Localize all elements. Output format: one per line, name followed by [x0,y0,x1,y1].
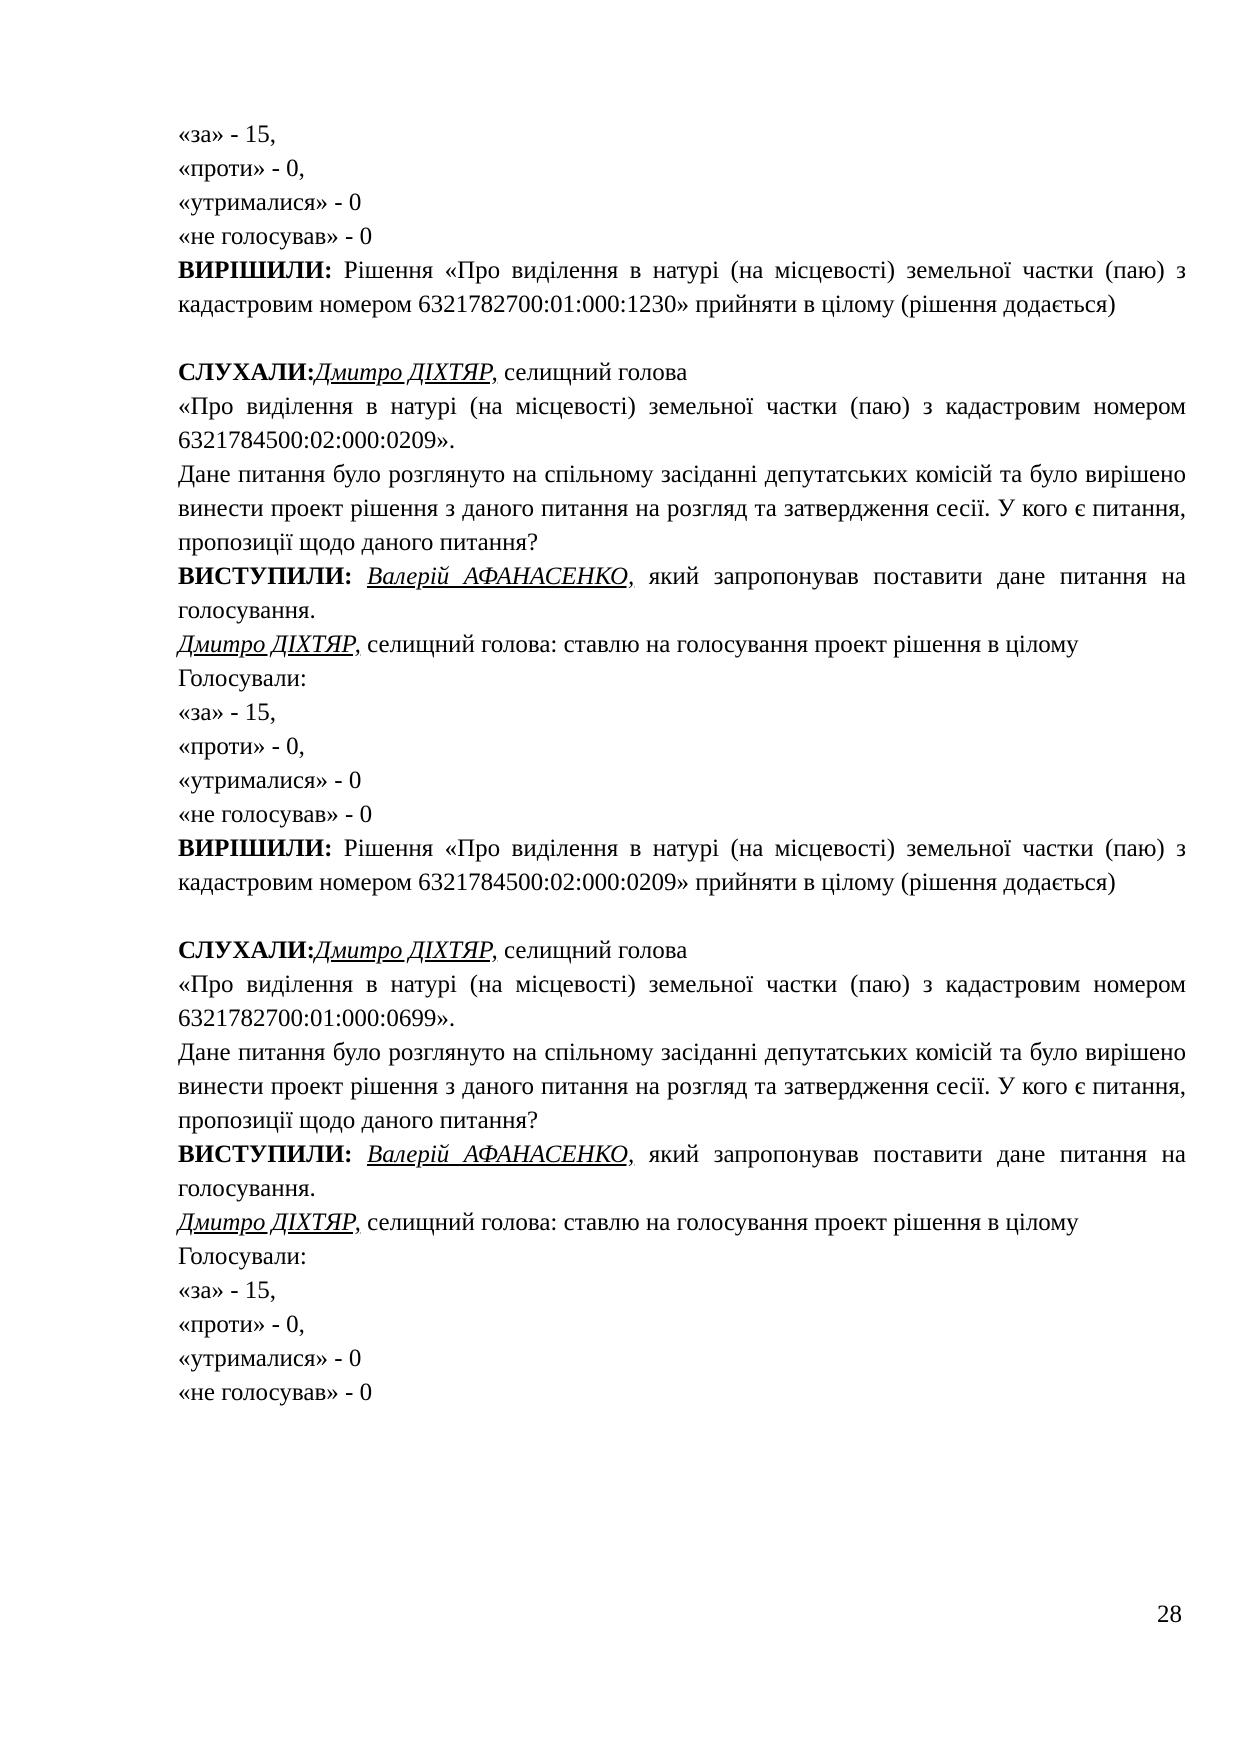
discussion-paragraph: Дане питання було розглянуто на спільному засіданні депутатських комісій та було вирішено винести проект рішення з даного питання на розгляд та затвердження сесії. У кого є питання, пропозиції щодо даного питання? [178,461,1186,556]
spoke-paragraph [178,1138,1186,1206]
heard-line [178,934,1186,968]
decision-paragraph [178,832,1186,900]
chair-paragraph [178,628,1186,662]
spacer [178,322,1186,356]
heard-person: Дмитро ДІХТЯР, [314,937,498,964]
vote-ne-holosuvav: «не голосував» - 0 [178,1379,373,1406]
spoke-text: який запропонував поставити дане питання на голосування. [178,563,1187,624]
heard-role: селищний голова [497,359,688,386]
vote-utrymalysia: «утрималися» - 0 [178,1345,362,1372]
chair-person: Дмитро ДІХТЯР, [178,631,361,658]
chair-person: Дмитро ДІХТЯР, [178,1209,361,1236]
discussion-paragraph: Дане питання було розглянуто на спільному засіданні депутатських комісій та було вирішено винести проект рішення з даного питання на розгляд та затвердження сесії. У кого є питання, пропозиції щодо даного питання? [178,1039,1186,1134]
vote-utrymalysia: «утрималися» - 0 [178,767,362,794]
spoke-person: Валерій АФАНАСЕНКО, [366,1141,635,1168]
heard-role: селищний голова [497,937,688,964]
voted-label: Голосували: [178,665,307,692]
spoke-person: Валерій АФАНАСЕНКО, [366,563,635,590]
vote-proty: «проти» - 0, [178,1311,305,1338]
vote-utrymalysia: «утрималися» - 0 [178,189,362,216]
spoke-label: ВИСТУПИЛИ: [178,563,353,590]
vote-ne-holosuvav: «не голосував» - 0 [178,223,373,250]
heard-line [178,356,1186,390]
heard-label: СЛУХАЛИ: [178,359,315,386]
voted-label: Голосували: [178,1243,307,1270]
chair-text: селищний голова: ставлю на голосування проект рішення в цілому [360,1209,1079,1236]
decision-label: ВИРІШИЛИ: [178,257,333,284]
chair-paragraph [178,1206,1186,1240]
decision-paragraph [178,254,1186,322]
topic-paragraph: «Про виділення в натурі (на місцевості) земельної частки (паю) з кадастровим номером 6321784500:02:000:0209». [178,393,1186,454]
chair-text: селищний голова: ставлю на голосування проект рішення в цілому [360,631,1079,658]
topic-paragraph: «Про виділення в натурі (на місцевості) земельної частки (паю) з кадастровим номером 6321782700:01:000:0699». [178,971,1186,1032]
decision-text: Рішення «Про виділення в натурі (на місцевості) земельної частки (паю) з кадастровим номером 6321784500:02:000:0209» прийняти в цілому (рішення додається) [178,835,1186,896]
vote-za: «за» - 15, [178,1277,277,1304]
decision-text: Рішення «Про виділення в натурі (на місцевості) земельної частки (паю) з кадастровим номером 6321782700:01:000:1230» прийняти в цілому (рішення додається) [178,257,1186,318]
heard-label: СЛУХАЛИ: [178,937,315,964]
spacer [178,900,1186,934]
vote-proty: «проти» - 0, [178,733,305,760]
spoke-paragraph [178,560,1186,628]
vote-ne-holosuvav: «не голосував» - 0 [178,801,373,828]
vote-proty: «проти» - 0, [178,155,305,182]
spoke-label: ВИСТУПИЛИ: [178,1141,353,1168]
heard-person: Дмитро ДІХТЯР, [314,359,498,386]
spoke-text: який запропонував поставити дане питання на голосування. [178,1141,1187,1202]
page-number: 28 [1157,1601,1182,1628]
vote-za: «за» - 15, [178,699,277,726]
vote-za: «за» - 15, [178,121,277,148]
document-page [178,118,1186,1410]
decision-label: ВИРІШИЛИ: [178,835,333,862]
